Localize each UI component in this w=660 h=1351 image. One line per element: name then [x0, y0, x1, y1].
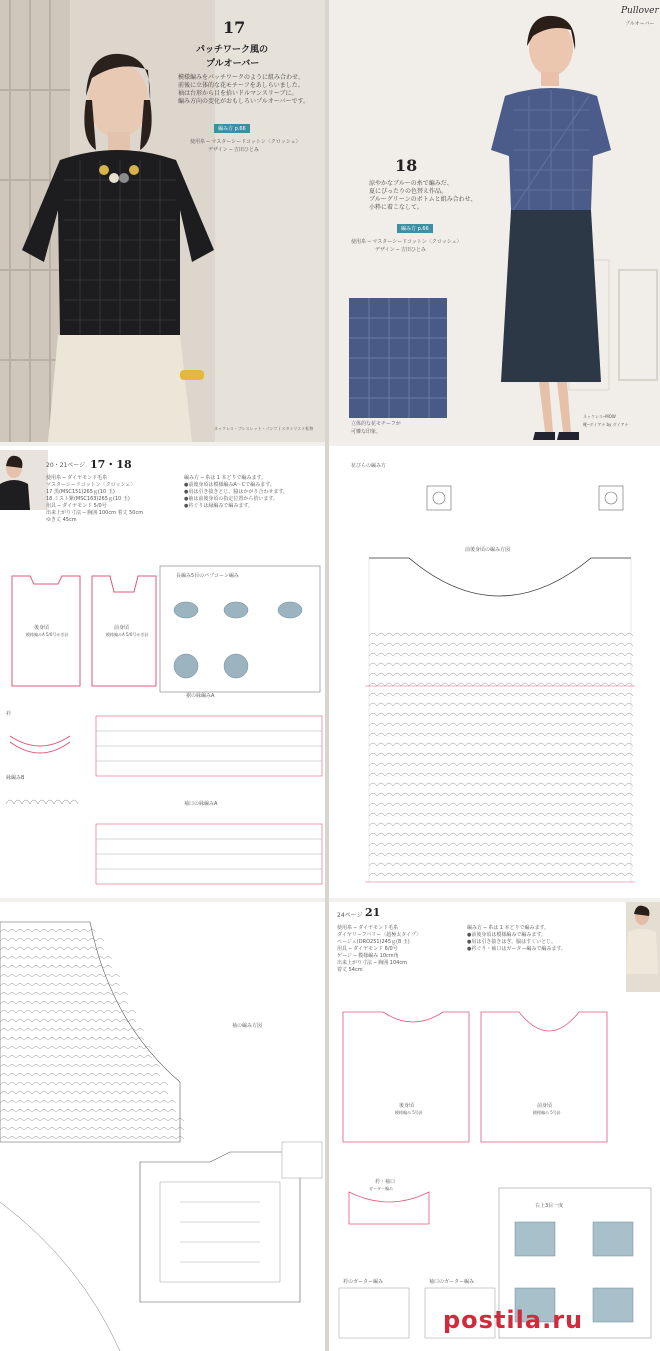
sleeve-row	[0, 1101, 176, 1104]
item-title-line1: パッチワーク風の	[196, 45, 269, 55]
sleeve-row	[0, 984, 120, 987]
howto-2: ●肩は引き抜きはぎ、脇はすくいとじ。	[467, 939, 557, 945]
howto-3: ●袖は前後身頃の指定位置から拾います。	[184, 496, 278, 502]
sleeve-row	[0, 1128, 184, 1131]
chart-row	[369, 863, 633, 866]
photo-18-image	[329, 0, 660, 442]
sleeve-row	[0, 1047, 152, 1050]
neck-title: 衿・袖口	[375, 1179, 396, 1185]
sleeve-row	[0, 1020, 136, 1023]
back-sub: 模様編み 5号針	[395, 1110, 423, 1115]
chart-row	[369, 703, 633, 706]
sleeve-row	[0, 939, 104, 942]
materials-4: ゲージ ─ 模様編み 10cm角	[337, 953, 399, 959]
chart-row	[369, 783, 633, 786]
howto-3: ●衿ぐり・袖口はガーター編みで編みます。	[467, 946, 566, 952]
sleeve-row	[0, 930, 96, 933]
inset-caption-1: 立体的な花モチーフが	[351, 421, 401, 427]
sleeve-row	[0, 1029, 144, 1032]
sleeve-row	[0, 993, 128, 996]
edge-b-title: 袖口の縁編みA	[184, 801, 218, 807]
chart-row	[369, 773, 633, 776]
chart-row	[369, 813, 633, 816]
schematic-diagrams	[0, 536, 325, 896]
sleeve-row	[0, 1074, 160, 1077]
chart-row	[369, 643, 633, 646]
chart-row	[369, 753, 633, 756]
howto-2: ●肩は引き抜きとじ、脇はかがり合わせます。	[184, 489, 288, 495]
chart-row	[369, 843, 633, 846]
chart-row	[369, 853, 633, 856]
cuff-garter: 袖口のガーター編み	[429, 1279, 475, 1285]
chart-row	[369, 733, 633, 736]
materials-1: マスターシードコットン〈クロッシェ〉	[46, 482, 136, 488]
howto-1: ●前後身頃は模様編みA〜Cで編みます。	[184, 482, 275, 488]
sleeve-row	[0, 1092, 168, 1095]
sleeve-row	[0, 1110, 176, 1113]
sleeve-row	[0, 1056, 152, 1059]
chart-row	[369, 723, 633, 726]
pattern-title: 17・18	[90, 458, 132, 471]
chart-row	[369, 653, 633, 656]
item-desc-2: 夏にぴったりの色替え作品。	[369, 188, 448, 195]
crochet-chart	[329, 446, 660, 898]
front-sub: 模様編みA 5/0号かぎ針	[106, 632, 149, 637]
page-ref: 24ページ	[337, 912, 363, 919]
front-back-chart-page	[329, 446, 660, 898]
popcorn-title: 長編み5目のパプコーン編み	[176, 573, 239, 579]
materials-3: 用具 ─ ダイヤモンド 6/0号	[337, 946, 398, 952]
schematic-21	[329, 992, 660, 1351]
howto-0: 編み方 ─ 糸は 1 本どりで編みます。	[467, 925, 550, 931]
chart-row	[369, 743, 633, 746]
design-line: デザイン ─ 吉田ひとみ	[208, 147, 259, 153]
materials-3: 18 ミスト紫(MSC163)265ｇ(10 玉)	[46, 496, 130, 502]
item-desc-1: 模様編みをパッチワークのように組み合わせ、	[178, 74, 304, 81]
chart-row	[369, 673, 633, 676]
sleeve-row	[0, 1137, 184, 1140]
item-desc-3: 袖は台形から目を拾いドルマンスリーブに。	[178, 90, 298, 97]
sleeve-row	[0, 966, 112, 969]
sleeve-chart-page	[0, 902, 325, 1351]
chart-row	[369, 633, 633, 636]
neck-sub: ガーター編み	[369, 1186, 393, 1191]
howto-0: 編み方 ─ 糸は 1 本どりで編みます。	[184, 475, 267, 481]
sleeve-row	[0, 1083, 168, 1086]
sleeve-row	[0, 948, 104, 951]
photo-17-image	[0, 0, 325, 442]
sleeve-chart-title: 袖の編み方図	[232, 1023, 263, 1029]
neck-garter: 衿のガーター編み	[343, 1279, 384, 1285]
item-desc-4: 小粋に着こなして。	[369, 204, 423, 211]
sleeve-row	[0, 975, 120, 978]
howto-badge[interactable]: 編み方 p.66	[397, 224, 433, 233]
pattern-title: 21	[365, 906, 381, 919]
materials-0: 使用糸 ─ ダイヤモンド毛糸	[46, 475, 108, 481]
photo-18	[329, 0, 660, 442]
watermark: postila.ru	[443, 1306, 584, 1334]
item-desc-2: 前後に立体的な花モチーフをあしらいました。	[178, 82, 304, 89]
front-chart-title: 前後身頃の編み方図	[465, 547, 511, 553]
front-sub: 模様編み 5号針	[533, 1110, 561, 1115]
sleeve-row	[0, 1011, 136, 1014]
chart-row	[369, 823, 633, 826]
yarn-line: 使用糸 ─ マスターシードコットン〈クロッシェ〉	[351, 239, 462, 245]
pattern-page-17-18	[0, 446, 325, 898]
howto-1: ●前後身頃は模様編みで編みます。	[467, 932, 546, 938]
materials-5: 出来上がり寸法 ─ 胸囲 104cm	[337, 960, 407, 966]
back-label: 後身頃	[34, 625, 50, 631]
item-desc-3: ブルーグリーンのボトムと組み合わせ、	[369, 196, 477, 203]
sleeve-chart	[0, 902, 325, 1351]
materials-6: 着丈 54cm	[337, 967, 363, 973]
materials-4: 用具 ─ ダイヤモンド 5/0号	[46, 503, 107, 509]
back-sub: 模様編みA 5/0号かぎ針	[26, 632, 69, 637]
materials-1: ダイヤリーフバリー〈超極太タイプ〉	[337, 932, 422, 938]
edge-a-title: 裾の縁編みA	[186, 693, 215, 699]
sleeve-row	[0, 1002, 128, 1005]
pattern-page-21	[329, 902, 660, 1351]
front-label: 前身頃	[114, 625, 130, 631]
materials-6: ゆき丈 45cm	[46, 517, 77, 523]
item-desc-1: 涼やかなブルーの糸で編みだ、	[369, 180, 453, 187]
chart-row	[369, 683, 633, 686]
item-number: 18	[395, 156, 418, 175]
item-number: 17	[223, 18, 246, 37]
header-jp: プルオーバー	[625, 21, 655, 27]
design-line: デザイン ─ 吉田ひとみ	[375, 247, 426, 253]
neck-label: 衿	[6, 711, 12, 717]
thumbnail-photo	[0, 450, 48, 510]
materials-2: ベージュ(DRO251)245ｇ(8 玉)	[337, 939, 410, 945]
flower-title: 花びらの編み方	[351, 463, 387, 469]
chart-row	[369, 873, 633, 876]
item-desc-4: 編み方向の変化がおもしろいプルオーバーです。	[178, 98, 309, 105]
chart-row	[369, 793, 633, 796]
materials-0: 使用糸 ─ ダイヤモンド毛糸	[337, 925, 399, 931]
howto-badge[interactable]: 編み方 p.66	[214, 124, 250, 133]
credit-1: ネックレス─MOW	[583, 414, 616, 419]
photo-17	[0, 0, 325, 442]
page-ref: 20・21ページ	[46, 462, 86, 469]
sleeve-row	[0, 957, 112, 960]
chart-row	[369, 833, 633, 836]
thumbnail-photo-21	[626, 902, 660, 992]
sleeve-row	[0, 1119, 184, 1122]
back-label: 後身頃	[399, 1103, 415, 1109]
header-script: Pullover	[621, 6, 659, 16]
howto-4: ●衿ぐりは縁編みで編みます。	[184, 503, 253, 509]
materials-5: 出来上がり寸法 ─ 胸囲 100cm 着丈 50cm	[46, 510, 144, 516]
sleeve-row	[0, 1038, 144, 1041]
chart-row	[369, 693, 633, 696]
stitch-title: 右上3目一度	[535, 1203, 564, 1209]
chart-row	[369, 663, 633, 666]
inset-caption-2: 可憐な印象。	[351, 429, 382, 435]
sleeve-row	[0, 1065, 160, 1068]
edge-label: 縁編みB	[6, 775, 25, 781]
front-label: 前身頃	[537, 1103, 553, 1109]
chart-row	[369, 803, 633, 806]
credit-2: 靴─ダイアナ by ダイアナ	[583, 422, 629, 427]
yarn-line: 使用糸 ─ マスターシードコットン〈クロッシェ〉	[190, 139, 301, 145]
chart-row	[369, 763, 633, 766]
photo-credit: ネックレス・ブレスレット・パンツ / スタイリスト私物	[214, 426, 314, 431]
item-title-line2: プルオーバー	[206, 59, 260, 69]
chart-row	[369, 713, 633, 716]
materials-2: 17 黒(MSC151)265ｇ(10 玉)	[46, 489, 115, 495]
